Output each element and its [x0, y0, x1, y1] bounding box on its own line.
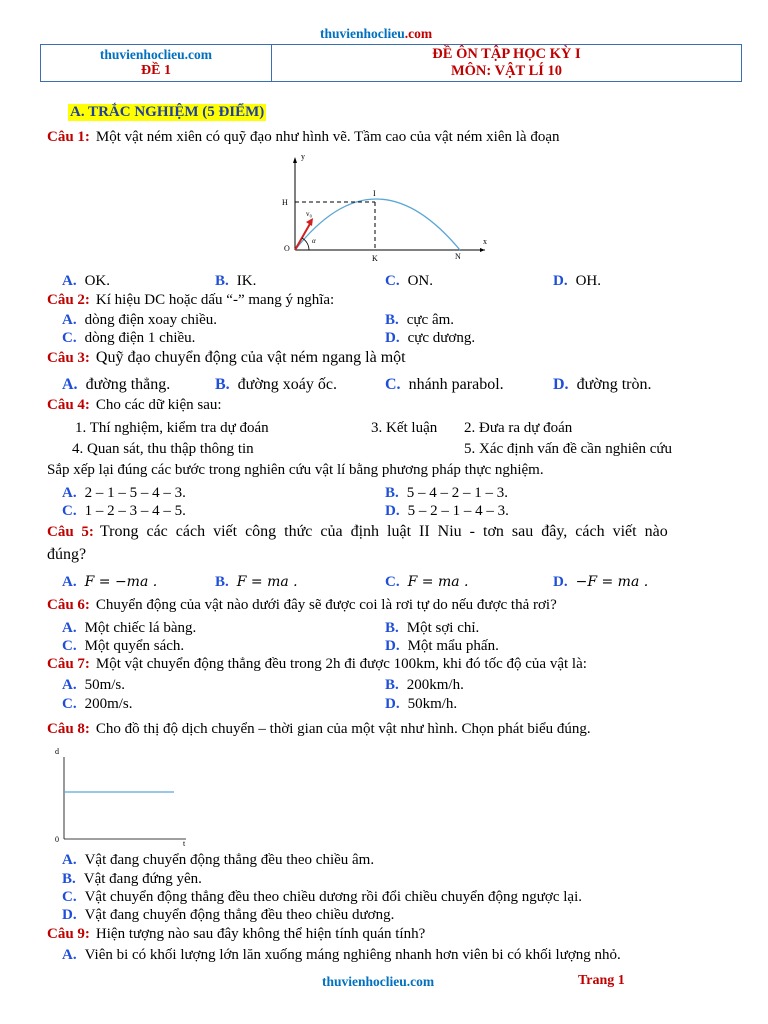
option-formula: F = ma . — [236, 574, 298, 590]
option-text: Vật đang đứng yên. — [83, 871, 202, 887]
option-text: 5 – 2 – 1 – 4 – 3. — [407, 503, 509, 519]
q4-item-2: 2. Đưa ra dự đoán — [464, 420, 573, 436]
option-text: cực âm. — [406, 312, 455, 328]
option-text: Một mẩu phấn. — [407, 638, 499, 654]
question-label: Câu 8: — [47, 721, 90, 737]
option-letter: D. — [385, 330, 400, 346]
question-1 — [47, 129, 559, 146]
option-letter: D. — [553, 574, 568, 590]
q4-option-c[interactable] — [62, 503, 186, 520]
option-letter: A. — [62, 312, 77, 328]
q4-prompt: Sắp xếp lại đúng các bước trong nghiên cứu vật lí bằng phương pháp thực nghiệm. — [47, 462, 544, 478]
option-letter: B. — [385, 677, 399, 693]
option-letter: B. — [215, 376, 230, 393]
option-text: 50km/h. — [407, 696, 458, 712]
option-letter: B. — [215, 273, 229, 289]
q7-option-a[interactable] — [62, 677, 125, 694]
option-formula: F = ma . — [407, 574, 469, 590]
option-formula: −F = ma . — [575, 574, 649, 590]
option-text: Vật đang chuyển động thẳng đều theo chiều âm. — [84, 852, 375, 868]
question-3 — [47, 349, 406, 367]
q6-option-b[interactable] — [385, 620, 479, 637]
question-6 — [47, 597, 557, 614]
option-text: đường xoáy ốc. — [237, 376, 338, 393]
page-number: Trang 1 — [578, 973, 625, 988]
question-text: Cho các dữ kiện sau: — [95, 397, 222, 413]
exam-number: ĐỀ 1 — [141, 63, 171, 78]
q6-option-d[interactable] — [385, 638, 499, 655]
option-letter: B. — [385, 620, 399, 636]
option-letter: A. — [62, 620, 77, 636]
option-letter: A. — [62, 947, 77, 963]
option-letter: D. — [553, 273, 568, 289]
q8-option-a[interactable] — [62, 852, 374, 869]
option-letter: C. — [62, 638, 77, 654]
q6-option-a[interactable] — [62, 620, 196, 637]
q6-option-c[interactable] — [62, 638, 184, 655]
q5-option-b[interactable] — [215, 574, 298, 591]
projectile-figure — [275, 150, 495, 265]
q4-option-a[interactable] — [62, 485, 186, 502]
question-text: Một vật ném xiên có quỹ đạo như hình vẽ. Tầm cao của vật ném xiên là đoạn — [95, 129, 560, 145]
option-letter: C. — [385, 376, 401, 393]
option-text: Vật chuyển động thẳng đều theo chiều dương rồi đổi chiều chuyển động ngược lại. — [84, 889, 583, 905]
q3-option-b[interactable] — [215, 376, 337, 394]
q2-option-a[interactable] — [62, 312, 217, 329]
trajectory-curve — [295, 199, 460, 250]
option-text: ON. — [407, 273, 434, 289]
label-K: K — [372, 254, 378, 263]
q4-item-5: 5. Xác định vấn đề cần nghiên cứu — [464, 441, 673, 457]
option-text: OH. — [575, 273, 602, 289]
label-H: H — [282, 198, 288, 207]
option-letter: C. — [62, 330, 77, 346]
option-letter: C. — [385, 574, 400, 590]
option-text: IK. — [236, 273, 257, 289]
q5-option-c[interactable] — [385, 574, 468, 591]
question-text: Trong các cách viết công thức của định luật II Niu - tơn sau đây, cách viết nào — [99, 523, 668, 540]
question-text: Quỹ đạo chuyển động của vật ném ngang là một — [95, 349, 406, 366]
q8-option-d[interactable] — [62, 907, 394, 924]
x-arrow — [480, 248, 485, 252]
footer-site-link[interactable]: thuvienhoclieu.com — [322, 974, 435, 989]
question-5-cont: đúng? — [47, 546, 87, 563]
q7-option-b[interactable] — [385, 677, 464, 694]
option-text: Một sợi chỉ. — [406, 620, 480, 636]
option-text: 50m/s. — [84, 677, 126, 693]
question-text: Một vật chuyển động thẳng đều trong 2h đi được 100km, khi đó tốc độ của vật là: — [95, 656, 587, 672]
question-label: Câu 6: — [47, 597, 90, 613]
question-4 — [47, 397, 222, 414]
q5-option-a[interactable] — [62, 574, 157, 591]
y-arrow — [293, 157, 297, 163]
q7-option-d[interactable] — [385, 696, 457, 713]
question-label: Câu 4: — [47, 397, 90, 413]
option-letter: B. — [385, 485, 399, 501]
header-right-cell — [272, 45, 742, 82]
option-letter: A. — [62, 485, 77, 501]
option-letter: C. — [62, 503, 77, 519]
question-7 — [47, 656, 587, 673]
label-x: x — [483, 237, 487, 246]
option-text: Một chiếc lá bàng. — [84, 620, 197, 636]
displacement-time-graph — [50, 745, 200, 850]
q1-option-c[interactable] — [385, 273, 433, 290]
option-letter: D. — [553, 376, 569, 393]
q8-option-b[interactable] — [62, 871, 202, 888]
option-text: Vật đang chuyển động thẳng đều theo chiều dương. — [84, 907, 395, 923]
option-letter: D. — [385, 696, 400, 712]
option-letter: C. — [385, 273, 400, 289]
label-origin: 0 — [55, 835, 59, 844]
option-text: cực dương. — [407, 330, 476, 346]
top-site-link[interactable] — [320, 26, 432, 42]
label-O: O — [284, 244, 290, 253]
option-text: dòng điện 1 chiều. — [84, 330, 196, 346]
q2-option-d[interactable] — [385, 330, 475, 347]
option-text: 1 – 2 – 3 – 4 – 5. — [84, 503, 186, 519]
option-letter: A. — [62, 852, 77, 868]
option-text: nhánh parabol. — [408, 376, 504, 393]
option-letter: D. — [62, 907, 77, 923]
option-text: 200km/h. — [406, 677, 464, 693]
label-I: I — [373, 189, 376, 198]
q1-option-b[interactable] — [215, 273, 256, 290]
option-letter: B. — [385, 312, 399, 328]
q1-option-a[interactable] — [62, 273, 110, 290]
option-text: Một quyển sách. — [84, 638, 185, 654]
option-letter: B. — [215, 574, 229, 590]
option-letter: A. — [62, 273, 77, 289]
q8-option-c[interactable] — [62, 889, 582, 906]
question-label: Câu 1: — [47, 129, 90, 145]
label-v0: v₀ — [306, 210, 312, 218]
option-letter: A. — [62, 677, 77, 693]
label-t: t — [183, 839, 186, 848]
q1-option-d[interactable] — [553, 273, 601, 290]
option-formula: F = −ma . — [84, 574, 158, 590]
option-letter: A. — [62, 376, 78, 393]
label-alpha: α — [312, 237, 316, 245]
exam-subject: MÔN: VẬT LÍ 10 — [450, 63, 563, 79]
option-text: Viên bi có khối lượng lớn lăn xuống máng nghiêng nhanh hơn viên bi có khối lượng nhỏ. — [84, 947, 621, 963]
option-letter: A. — [62, 574, 77, 590]
exam-title: ĐỀ ÔN TẬP HỌC KỲ I — [432, 46, 581, 62]
q4-item-1: 1. Thí nghiệm, kiểm tra dự đoán — [75, 420, 269, 436]
q7-option-c[interactable] — [62, 696, 133, 713]
top-site-name: thuvienhoclieu — [320, 26, 405, 41]
option-letter: B. — [62, 871, 76, 887]
header-site: thuvienhoclieu.com — [99, 47, 213, 62]
option-letter: D. — [385, 638, 400, 654]
option-letter: C. — [62, 696, 77, 712]
option-letter: D. — [385, 503, 400, 519]
section-a-heading: A. TRẮC NGHIỆM (5 ĐIỂM) — [70, 104, 265, 120]
header-left-cell — [41, 45, 272, 82]
option-text: 2 – 1 – 5 – 4 – 3. — [84, 485, 186, 501]
question-label: Câu 3: — [47, 350, 90, 366]
option-text: 200m/s. — [84, 696, 133, 712]
label-y: y — [301, 152, 305, 161]
question-label: Câu 9: — [47, 926, 90, 942]
question-text: Cho đồ thị độ dịch chuyển – thời gian của một vật như hình. Chọn phát biểu đúng. — [95, 721, 591, 737]
q9-option-a[interactable] — [62, 947, 621, 964]
q2-option-c[interactable] — [62, 330, 195, 347]
option-text: 5 – 4 – 2 – 1 – 3. — [406, 485, 509, 501]
header-table — [40, 44, 742, 82]
option-text: dòng điện xoay chiều. — [84, 312, 218, 328]
q4-option-b[interactable] — [385, 485, 508, 502]
q2-option-b[interactable] — [385, 312, 454, 329]
question-9 — [47, 926, 425, 943]
option-text: OK. — [84, 273, 111, 289]
question-text: Hiện tượng nào sau đây không thể hiện tính quán tính? — [95, 926, 426, 942]
q3-option-c[interactable] — [385, 376, 504, 394]
question-label: Câu 2: — [47, 292, 90, 308]
question-text: Kí hiệu DC hoặc dấu “-” mang ý nghĩa: — [95, 292, 335, 308]
q4-item-3: 3. Kết luận — [371, 420, 438, 436]
question-text: Chuyển động của vật nào dưới đây sẽ được coi là rơi tự do nếu được thả rơi? — [95, 597, 557, 613]
top-site-tld: .com — [404, 26, 433, 41]
option-letter: C. — [62, 889, 77, 905]
q3-option-d[interactable] — [553, 376, 651, 394]
question-2 — [47, 292, 334, 309]
q4-option-d[interactable] — [385, 503, 509, 520]
label-N: N — [455, 252, 461, 261]
option-text: đường tròn. — [576, 376, 652, 393]
q3-option-a[interactable] — [62, 376, 170, 394]
option-text: đường thẳng. — [85, 376, 171, 393]
q5-option-d[interactable] — [553, 574, 648, 591]
question-label: Câu 7: — [47, 656, 90, 672]
q4-item-4: 4. Quan sát, thu thập thông tin — [72, 441, 254, 457]
label-d: d — [55, 747, 59, 756]
question-label: Câu 5: — [47, 524, 94, 540]
question-8 — [47, 721, 591, 738]
question-5 — [47, 523, 668, 541]
